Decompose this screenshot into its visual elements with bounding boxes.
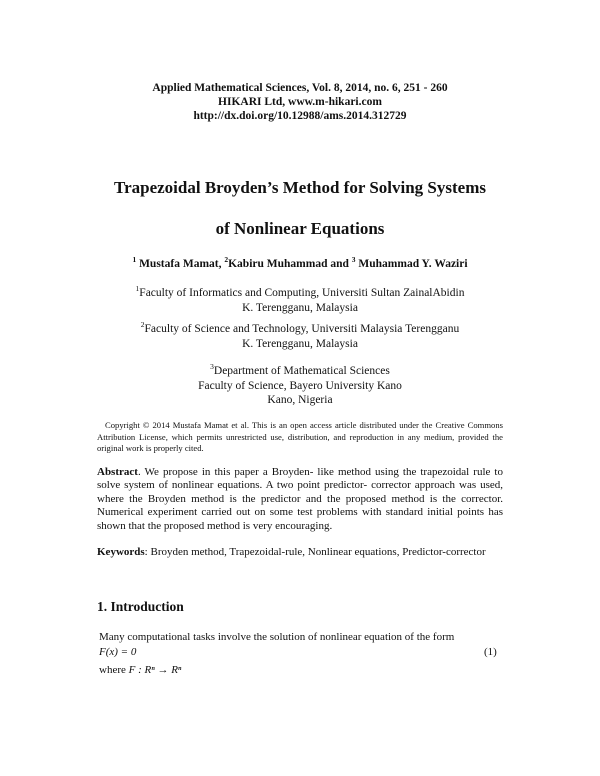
author-2-marker: 2 — [224, 255, 229, 265]
paper-title-line-2: of Nonlinear Equations — [215, 219, 385, 238]
intro-paragraph: Many computational tasks involve the solution of nonlinear equation of the form — [99, 631, 455, 643]
affiliation-3-line-1: Department of Mathematical Sciences — [213, 365, 390, 377]
affiliation-3-line-3: Kano, Nigeria — [267, 394, 333, 406]
affiliation-1 — [0, 286, 600, 315]
author-1-marker: 1 — [132, 255, 137, 265]
author-2: Kabiru Muhammad and — [228, 258, 352, 270]
affiliation-2-line-1: Faculty of Science and Technology, Universiti Malaysia Terengganu — [144, 323, 460, 335]
abstract-label: Abstract — [97, 466, 138, 478]
author-1: Mustafa Mamat, — [139, 258, 225, 270]
author-list — [0, 255, 600, 270]
affiliation-2 — [0, 322, 600, 351]
author-3: Muhammad Y. Waziri — [358, 258, 468, 270]
affiliation-3 — [0, 364, 600, 408]
abstract-text: . We propose in this paper a Broyden- like method using the trapezoidal rule to solve system of nonlinear equations. A two point predictor- corrector approach was used, where the Broyden method is the predictor and the proposed method is the corrector. Numerical experiment carried out on some test problems with standard initial points has shown that the proposed method is very encouraging. — [97, 466, 503, 532]
equation-1: F(x) = 0 — [99, 646, 137, 658]
affiliation-1-line-2: K. Terengganu, Malaysia — [242, 301, 358, 314]
affiliation-3-marker: 3 — [210, 362, 214, 372]
equation-1-number: (1) — [484, 646, 497, 658]
author-3-marker: 3 — [351, 255, 356, 265]
copyright-notice: Copyright © 2014 Mustafa Mamat et al. This is an open access article distributed under the Creative Commons Attribution License, which permits unrestricted use, distribution, and reproduction in any medium, provided the original work is properly cited. — [97, 420, 503, 453]
publisher-line: HIKARI Ltd, www.m-hikari.com — [218, 96, 382, 108]
paper-title-line-1: Trapezoidal Broyden’s Method for Solving Systems — [114, 178, 486, 197]
affiliation-1-line-1: Faculty of Informatics and Computing, Universiti Sultan ZainalAbidin — [139, 287, 465, 299]
where-math: F : Rⁿ → Rⁿ — [128, 664, 182, 676]
keywords-label: Keywords — [97, 546, 145, 558]
abstract — [97, 466, 503, 533]
keywords — [97, 546, 503, 559]
affiliation-1-marker: 1 — [135, 284, 140, 294]
affiliation-3-line-2: Faculty of Science, Bayero University Kano — [198, 379, 402, 392]
affiliation-2-line-2: K. Terengganu, Malaysia — [242, 337, 358, 350]
section-heading-introduction: 1. Introduction — [97, 599, 184, 614]
doi-line: http://dx.doi.org/10.12988/ams.2014.312729 — [193, 110, 407, 122]
journal-citation: Applied Mathematical Sciences, Vol. 8, 2014, no. 6, 251 - 260 — [152, 82, 448, 94]
keywords-text: : Broyden method, Trapezoidal-rule, Nonlinear equations, Predictor-corrector — [144, 546, 486, 558]
equation-where-clause — [99, 664, 181, 676]
affiliation-2-marker: 2 — [140, 320, 145, 330]
where-prefix: where — [99, 664, 129, 676]
